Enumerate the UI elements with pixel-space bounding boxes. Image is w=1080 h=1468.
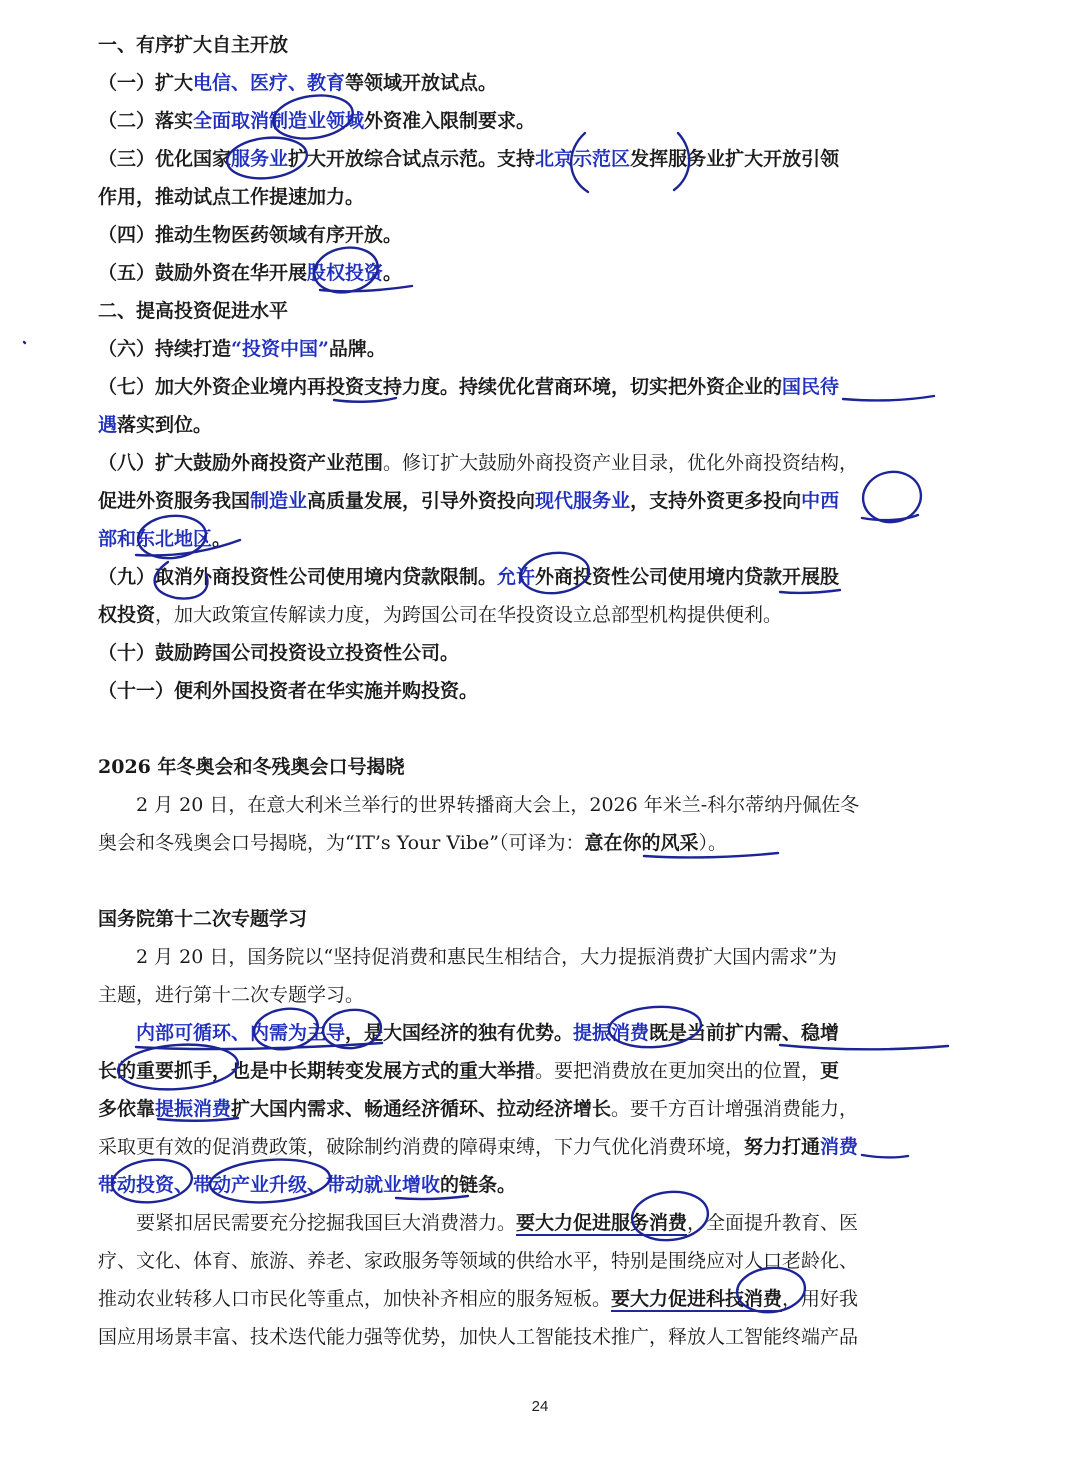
council-p3-line-4: 国应用场景丰富、技术迭代能力强等优势，加快人工智能技术推广，释放人工智能终端产品	[98, 1326, 859, 1348]
ink-underline-xiaofei-line4	[862, 1155, 908, 1157]
item-3-line-2: 作用，推动试点工作提速加力。	[98, 186, 365, 208]
council-p2-line-2: 长的重要抓手，也是中长期转变发展方式的重大举措。要把消费放在更加突出的位置，更	[98, 1060, 840, 1082]
item-3-line-1: （三）优化国家服务业扩大开放综合试点示范。支持北京示范区发挥服务业扩大开放引领	[98, 148, 840, 170]
item-9-line-2: 权投资，加大政策宣传解读力度，为跨国公司在华投资设立总部型机构提供便利。	[98, 604, 783, 626]
ink-circle-zhongxi	[859, 467, 925, 526]
ink-underline-guomin	[843, 396, 934, 400]
council-p2-line-3: 多依靠提振消费扩大国内需求、畅通经济循环、拉动经济增长。要千方百计增强消费能力，	[98, 1098, 859, 1120]
item-8-line-2: 促进外资服务我国制造业高质量发展，引导外资投向现代服务业，支持外资更多投向中西	[98, 490, 840, 512]
council-title: 国务院第十二次专题学习	[98, 908, 308, 930]
ink-underline-guquan	[320, 286, 412, 291]
ink-dot-margin	[24, 342, 25, 343]
council-p2-line-4: 采取更有效的促消费政策，破除制约消费的障碍束缚，下力气优化消费环境，努力打通消费	[98, 1136, 859, 1158]
olympics-line-2: 奥会和冬残奥会口号揭晓，为“IT’s Your Vibe”（可译为：意在你的风采）。	[98, 832, 728, 854]
council-p3-line-1: 要紧扣居民需要充分挖掘我国巨大消费潜力。要大力促进服务消费，全面提升教育、医	[136, 1212, 859, 1234]
council-p3-line-3: 推动农业转移人口市民化等重点，加快补齐相应的服务短板。要大力促进科技消费，用好我	[98, 1288, 859, 1310]
council-p2-line-1: 内部可循环、内需为主导，是大国经济的独有优势。提振消费既是当前扩内需、稳增	[136, 1022, 840, 1044]
section-heading-2: 二、提高投资促进水平	[98, 300, 289, 322]
item-5: （五）鼓励外资在华开展股权投资。	[98, 262, 403, 284]
item-7-line-1: （七）加大外资企业境内再投资支持力度。持续优化营商环境，切实把外资企业的国民待	[98, 376, 840, 398]
council-p1-line-2: 主题，进行第十二次专题学习。	[98, 984, 365, 1006]
item-1: （一）扩大电信、医疗、教育等领域开放试点。	[98, 72, 498, 94]
olympics-line-1: 2 月 20 日，在意大利米兰举行的世界转播商大会上，2026 年米兰-科尔蒂纳丹佩佐冬	[136, 794, 860, 816]
item-10: （十）鼓励跨国公司投资设立投资性公司。	[98, 642, 460, 664]
council-p3-line-2: 疗、文化、体育、旅游、养老、家政服务等领域的供给水平，特别是围绕应对人口老龄化、	[98, 1250, 859, 1272]
item-7-line-2: 遇落实到位。	[98, 414, 213, 436]
item-6: （六）持续打造“投资中国”品牌。	[98, 338, 386, 360]
section-heading-1: 一、有序扩大自主开放	[98, 34, 289, 56]
ink-underline-daikuan	[780, 590, 840, 593]
item-2: （二）落实全面取消制造业领域外资准入限制要求。	[98, 110, 536, 132]
ink-underline-zhongxi	[862, 515, 918, 520]
item-4: （四）推动生物医药领域有序开放。	[98, 224, 403, 246]
item-9-line-1: （九）取消外商投资性公司使用境内贷款限制。允许外商投资性公司使用境内贷款开展股	[98, 566, 840, 588]
olympics-title: 2026 年冬奥会和冬残奥会口号揭晓	[98, 756, 405, 778]
item-8-line-1: （八）扩大鼓励外商投资产业范围。修订扩大鼓励外商投资产业目录，优化外商投资结构，	[98, 452, 859, 474]
item-11: （十一）便利外国投资者在华实施并购投资。	[98, 680, 479, 702]
item-8-line-3: 部和东北地区。	[98, 528, 232, 550]
page-number: 24	[531, 1398, 549, 1415]
council-p1-line-1: 2 月 20 日，国务院以“坚持促消费和惠民生相结合，大力提振消费扩大国内需求”为	[136, 946, 837, 968]
council-p2-line-5: 带动投资、带动产业升级、带动就业增收的链条。	[98, 1174, 517, 1196]
